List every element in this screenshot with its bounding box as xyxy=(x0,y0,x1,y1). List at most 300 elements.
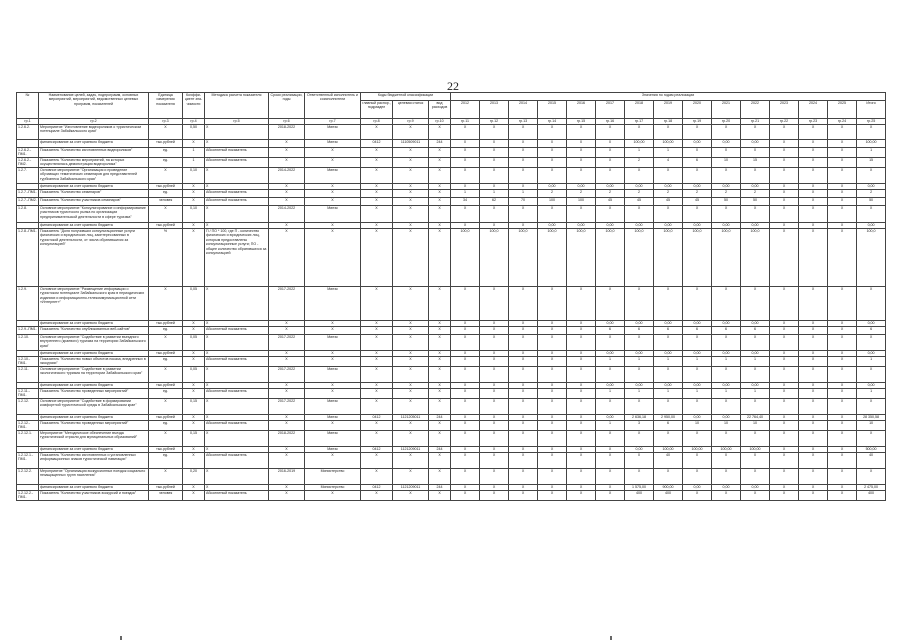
column-number: гр.14 xyxy=(538,119,567,125)
table-cell: X xyxy=(538,468,567,484)
table-cell: X xyxy=(205,183,269,189)
column-number: гр.7 xyxy=(305,119,361,125)
table-cell: X xyxy=(654,468,683,484)
table-cell: человек xyxy=(149,490,183,500)
table-cell: X xyxy=(480,452,509,468)
table-cell: 1 xyxy=(183,148,205,158)
table-cell: X xyxy=(799,157,828,167)
table-cell: тыс.рублей xyxy=(149,222,183,228)
table-cell: X xyxy=(683,430,712,446)
table-cell: 50 xyxy=(857,197,886,205)
table-cell: X xyxy=(509,388,538,398)
table-row xyxy=(17,388,886,398)
header-year: 2023 xyxy=(770,101,799,119)
table-cell: 400 xyxy=(625,490,654,500)
table-cell: X xyxy=(567,484,596,490)
table-cell: X xyxy=(712,205,741,222)
table-cell: X xyxy=(596,366,625,382)
header-number: № xyxy=(17,93,39,119)
table-cell: 6 xyxy=(625,326,654,334)
table-cell: 0,00 xyxy=(683,140,712,148)
table-cell: 0 xyxy=(451,140,480,148)
table-cell: X xyxy=(770,286,799,320)
table-cell: 2 xyxy=(538,189,567,197)
table-cell: 2 xyxy=(654,189,683,197)
table-cell: 0,00 xyxy=(857,222,886,228)
table-cell: 0,00 xyxy=(596,382,625,388)
table-cell: X xyxy=(828,222,857,228)
table-cell: тыс.рублей xyxy=(149,382,183,388)
table-cell: 0,00 xyxy=(712,414,741,420)
table-cell: X xyxy=(538,320,567,326)
table-cell: 2016-2019 xyxy=(269,468,305,484)
table-cell: X xyxy=(596,452,625,468)
table-cell: тыс.рублей xyxy=(149,414,183,420)
table-cell: Абсолютный показатель xyxy=(205,197,269,205)
table-cell: X xyxy=(596,484,625,490)
table-cell: X xyxy=(429,356,451,366)
table-cell: X xyxy=(509,140,538,148)
table-cell: 0,00 xyxy=(654,382,683,388)
table-cell: X xyxy=(567,414,596,420)
table-cell: 244 xyxy=(429,414,451,420)
table-cell: X xyxy=(828,197,857,205)
table-cell: X xyxy=(393,420,429,430)
row-number: 1.2.7.-ПМ2. xyxy=(17,197,39,205)
header-year: 2018 xyxy=(625,101,654,119)
table-cell: X xyxy=(538,414,567,420)
table-cell: 1 xyxy=(857,356,886,366)
table-cell: 0,00 xyxy=(712,350,741,356)
table-cell: 1 xyxy=(683,388,712,398)
table-cell: 45 xyxy=(654,197,683,205)
table-cell: X xyxy=(596,286,625,320)
table-cell: X xyxy=(828,382,857,388)
table-cell: X xyxy=(770,140,799,148)
table-cell: X xyxy=(429,398,451,414)
table-cell: X xyxy=(269,326,305,334)
table-cell: 0 xyxy=(683,148,712,158)
table-cell: X xyxy=(509,183,538,189)
table-cell: 0412 xyxy=(361,140,393,148)
table-cell: X xyxy=(480,167,509,183)
table-cell: X xyxy=(712,430,741,446)
table-cell: X xyxy=(205,430,269,446)
table-cell: X xyxy=(799,366,828,382)
row-number: 1.2.12. xyxy=(17,398,39,414)
table-cell: X xyxy=(509,446,538,452)
table-cell: X xyxy=(393,189,429,197)
table-cell: X xyxy=(712,468,741,484)
table-cell: 15 xyxy=(741,157,770,167)
table-cell: 0,00 xyxy=(596,414,625,420)
table-cell: X xyxy=(683,334,712,350)
table-cell: тыс.рублей xyxy=(149,183,183,189)
table-cell: X xyxy=(509,350,538,356)
table-cell: ед. xyxy=(149,157,183,167)
table-cell: 0,00 xyxy=(683,350,712,356)
table-cell: X xyxy=(799,197,828,205)
table-cell: 2 xyxy=(596,189,625,197)
table-cell: X xyxy=(305,183,361,189)
table-cell: X xyxy=(828,398,857,414)
table-cell: X xyxy=(393,468,429,484)
column-number: гр.8 xyxy=(361,119,393,125)
header-values: Значения по годам реализации xyxy=(451,93,886,101)
table-cell: X xyxy=(625,286,654,320)
table-cell: X xyxy=(269,222,305,228)
table-cell: X xyxy=(149,167,183,183)
table-cell: X xyxy=(857,286,886,320)
table-cell: 0,50 xyxy=(183,125,205,140)
table-row xyxy=(17,420,886,430)
table-cell: 34 xyxy=(451,197,480,205)
table-cell: X xyxy=(429,157,451,167)
table-cell: X xyxy=(509,420,538,430)
table-row xyxy=(17,157,886,167)
table-cell: 1 xyxy=(625,388,654,398)
table-cell: X xyxy=(683,468,712,484)
table-cell: X xyxy=(567,430,596,446)
table-cell: 0,00 xyxy=(654,320,683,326)
table-cell: X xyxy=(451,205,480,222)
table-cell: X xyxy=(770,430,799,446)
table-cell: X xyxy=(770,446,799,452)
table-cell: 900,00 xyxy=(654,484,683,490)
table-cell: X xyxy=(683,167,712,183)
table-cell: X xyxy=(451,356,480,366)
header-year: 2022 xyxy=(741,101,770,119)
row-name: Основное мероприятие "Размещение информации о туристском потенциале Забайкальского края в периодических изданиях и информационно-телекоммуникационной сети «Интернет»" xyxy=(39,286,149,320)
table-row xyxy=(17,334,886,350)
table-cell: X xyxy=(654,366,683,382)
table-cell: X xyxy=(361,148,393,158)
table-cell: X xyxy=(451,286,480,320)
table-cell: X xyxy=(596,490,625,500)
table-cell: X xyxy=(393,286,429,320)
table-cell: X xyxy=(429,286,451,320)
table-cell: 2017-2022 xyxy=(269,334,305,350)
table-cell: X xyxy=(712,398,741,414)
table-cell: 2 xyxy=(857,189,886,197)
table-cell: X xyxy=(183,350,205,356)
table-cell: 1 575,00 xyxy=(625,484,654,490)
row-name: Основное мероприятие "Организация и проведение обучающих тематических семинаров для представителей турбизнеса Забайкальского края" xyxy=(39,167,149,183)
table-cell: 0,00 xyxy=(596,183,625,189)
table-cell: X xyxy=(741,366,770,382)
table-cell: X xyxy=(205,398,269,414)
table-cell: X xyxy=(205,350,269,356)
table-cell: X xyxy=(451,350,480,356)
table-cell: X xyxy=(799,326,828,334)
table-cell: X xyxy=(625,125,654,140)
row-name: Основное мероприятие "Содействие в формировании комфортной туристической среды в Забайкальском крае" xyxy=(39,398,149,414)
header-name: Наименование целей, задач, подпрограмм, основных мероприятий, мероприятий, ведомственных целевых программ, показателей xyxy=(39,93,149,119)
table-cell: X xyxy=(538,382,567,388)
table-cell: X xyxy=(712,167,741,183)
table-cell: X xyxy=(741,430,770,446)
table-cell: X xyxy=(269,140,305,148)
table-cell: X xyxy=(567,382,596,388)
table-cell: X xyxy=(654,334,683,350)
table-cell: X xyxy=(451,125,480,140)
table-cell: X xyxy=(741,398,770,414)
table-cell: X xyxy=(183,382,205,388)
table-cell: Минэк xyxy=(305,205,361,222)
table-cell: X xyxy=(741,334,770,350)
table-cell: X xyxy=(393,366,429,382)
table-cell: X xyxy=(429,125,451,140)
table-cell: X xyxy=(305,356,361,366)
table-cell: X xyxy=(269,148,305,158)
table-cell: 100 xyxy=(567,197,596,205)
table-cell: X xyxy=(654,167,683,183)
column-number: гр.12 xyxy=(480,119,509,125)
table-cell: X xyxy=(799,356,828,366)
table-cell: X xyxy=(269,197,305,205)
table-cell: ед. xyxy=(149,388,183,398)
table-cell: X xyxy=(770,228,799,286)
table-cell: X xyxy=(149,366,183,382)
table-cell: X xyxy=(828,414,857,420)
row-number: 1.2.12.1. xyxy=(17,430,39,446)
table-row xyxy=(17,366,886,382)
table-cell: X xyxy=(567,468,596,484)
table-cell: X xyxy=(799,183,828,189)
table-cell: X xyxy=(857,125,886,140)
table-cell: X xyxy=(393,228,429,286)
table-cell: X xyxy=(361,468,393,484)
table-row xyxy=(17,189,886,197)
table-cell: X xyxy=(509,484,538,490)
table-cell: 40 xyxy=(654,452,683,468)
table-cell: X xyxy=(567,148,596,158)
table-cell: 2017-2022 xyxy=(269,366,305,382)
table-cell: X xyxy=(393,157,429,167)
header-budget-codes: Коды бюджетной классификации xyxy=(361,93,451,101)
table-cell: X xyxy=(741,468,770,484)
table-cell: 0,00 xyxy=(741,320,770,326)
table-cell: ед. xyxy=(149,420,183,430)
table-cell: 0,00 xyxy=(712,320,741,326)
table-cell: X xyxy=(509,286,538,320)
table-cell: 1 xyxy=(654,356,683,366)
row-name: Показатель "Количество проведенных мероприятий" xyxy=(39,388,149,398)
header-year: 2016 xyxy=(567,101,596,119)
table-cell: X xyxy=(770,167,799,183)
table-cell: X xyxy=(305,350,361,356)
table-cell: X xyxy=(361,388,393,398)
table-cell: X xyxy=(538,398,567,414)
scan-mark xyxy=(610,636,612,640)
table-cell: X xyxy=(538,420,567,430)
table-cell: X xyxy=(857,205,886,222)
table-cell: X xyxy=(770,148,799,158)
table-cell: ед. xyxy=(149,148,183,158)
table-cell: 100,0 xyxy=(596,228,625,286)
table-cell: X xyxy=(480,326,509,334)
table-cell: 1 xyxy=(625,148,654,158)
table-cell: X xyxy=(828,183,857,189)
table-cell: Минэк xyxy=(305,140,361,148)
table-cell: X xyxy=(205,167,269,183)
table-cell: 1 xyxy=(183,157,205,167)
table-cell: X xyxy=(509,490,538,500)
column-number: гр.22 xyxy=(770,119,799,125)
row-name: финансирование за счет краевого бюджета xyxy=(39,350,149,356)
table-cell: 244 xyxy=(429,446,451,452)
column-number: гр.24 xyxy=(828,119,857,125)
table-cell: X xyxy=(361,356,393,366)
row-name: Показатель "Количество мероприятий, на которых осуществлялась демонстрация видеоролика" xyxy=(39,157,149,167)
table-cell: 0,00 xyxy=(625,350,654,356)
table-cell: X xyxy=(567,490,596,500)
table-cell: X xyxy=(361,366,393,382)
table-cell: X xyxy=(480,430,509,446)
table-cell: X xyxy=(828,350,857,356)
table-cell: 6 xyxy=(712,326,741,334)
table-cell: X xyxy=(205,140,269,148)
table-cell: X xyxy=(828,356,857,366)
table-cell: X xyxy=(269,484,305,490)
table-cell: X xyxy=(625,366,654,382)
table-cell: X xyxy=(269,452,305,468)
table-cell: X xyxy=(451,326,480,334)
table-cell: X xyxy=(451,388,480,398)
table-cell: X xyxy=(451,414,480,420)
table-cell: 6 xyxy=(596,326,625,334)
table-cell: X xyxy=(269,320,305,326)
table-cell: 0,00 xyxy=(857,320,886,326)
row-number: 1.2.7. xyxy=(17,167,39,183)
table-cell: X xyxy=(429,189,451,197)
table-cell: X xyxy=(393,490,429,500)
table-cell: X xyxy=(509,468,538,484)
table-cell: 0,00 xyxy=(596,350,625,356)
table-cell: 1 xyxy=(654,148,683,158)
table-cell: X xyxy=(361,452,393,468)
table-cell: Абсолютный показатель xyxy=(205,326,269,334)
table-cell: 0,00 xyxy=(712,140,741,148)
table-cell: 100,0 xyxy=(480,228,509,286)
table-cell: X xyxy=(183,189,205,197)
table-cell: X xyxy=(393,320,429,326)
table-cell: тыс.рублей xyxy=(149,350,183,356)
table-cell: X xyxy=(828,228,857,286)
table-cell: X xyxy=(429,167,451,183)
header-year: 2024 xyxy=(799,101,828,119)
table-cell: 0,05 xyxy=(183,286,205,320)
table-cell: 1 xyxy=(596,356,625,366)
header-year: 2017 xyxy=(596,101,625,119)
table-cell: X xyxy=(712,490,741,500)
table-cell: Абсолютный показатель xyxy=(205,420,269,430)
table-cell: Министерство xyxy=(305,468,361,484)
header-budget-sub: целевая статья xyxy=(393,101,429,119)
table-cell: 0,00 xyxy=(596,222,625,228)
table-cell: X xyxy=(183,228,205,286)
table-cell: X xyxy=(799,189,828,197)
table-cell: X xyxy=(429,183,451,189)
table-cell: X xyxy=(451,320,480,326)
column-number: гр.2 xyxy=(39,119,149,125)
table-cell: X xyxy=(625,430,654,446)
table-cell: X xyxy=(509,430,538,446)
table-cell: X xyxy=(567,446,596,452)
table-cell: X xyxy=(393,197,429,205)
table-cell: X xyxy=(509,382,538,388)
table-cell: X xyxy=(183,356,205,366)
header-year: 2013 xyxy=(480,101,509,119)
table-cell: 2 xyxy=(625,189,654,197)
table-cell: X xyxy=(683,286,712,320)
table-cell: X xyxy=(567,350,596,356)
table-cell: X xyxy=(480,320,509,326)
table-cell: 1 xyxy=(654,388,683,398)
table-cell: 4 xyxy=(654,157,683,167)
table-row xyxy=(17,167,886,183)
table-cell: 0,00 xyxy=(741,350,770,356)
table-cell: 0412 xyxy=(361,414,393,420)
table-cell: X xyxy=(451,382,480,388)
row-number: 1.2.6.2. xyxy=(17,125,39,140)
table-cell: 400 xyxy=(857,490,886,500)
table-cell: X xyxy=(393,183,429,189)
table-cell: X xyxy=(770,334,799,350)
table-cell: X xyxy=(183,484,205,490)
row-name: финансирование за счет краевого бюджета xyxy=(39,382,149,388)
table-cell: X xyxy=(770,350,799,356)
table-cell: X xyxy=(596,430,625,446)
table-cell: X xyxy=(741,205,770,222)
table-cell: 1 xyxy=(596,388,625,398)
table-cell: X xyxy=(799,148,828,158)
row-name: Основное мероприятие "Содействие в развитии въездного внутреннего (краевого) туризма на территории Забайкальского края" xyxy=(39,334,149,350)
table-cell: X xyxy=(480,382,509,388)
table-cell: X xyxy=(205,205,269,222)
table-cell: X xyxy=(361,189,393,197)
table-cell: 0412 xyxy=(361,446,393,452)
table-cell: X xyxy=(183,197,205,205)
table-cell: X xyxy=(393,382,429,388)
table-cell: Минэк xyxy=(305,366,361,382)
table-cell: X xyxy=(393,388,429,398)
table-cell: X xyxy=(770,366,799,382)
row-name: Основное мероприятие "Содействие в развитии экологического туризма на территории Забайкальского края" xyxy=(39,366,149,382)
row-number: 1.2.12.2.-ПМ1. xyxy=(17,490,39,500)
row-name: Мероприятие "Организация экскурсионных поездок социально незащищенных групп населения" xyxy=(39,468,149,484)
table-cell: 0,00 xyxy=(683,382,712,388)
table-cell: X xyxy=(828,334,857,350)
table-cell: 1 xyxy=(596,420,625,430)
table-cell: 0,10 xyxy=(183,167,205,183)
table-cell: X xyxy=(567,326,596,334)
table-cell: X xyxy=(799,430,828,446)
table-cell: 6 xyxy=(683,326,712,334)
table-cell: 2 xyxy=(567,189,596,197)
table-cell: 1 xyxy=(480,189,509,197)
table-cell: 100,0 xyxy=(567,228,596,286)
table-row xyxy=(17,197,886,205)
table-cell: X xyxy=(305,189,361,197)
table-cell: 100 xyxy=(538,197,567,205)
table-cell: 100,00 xyxy=(712,446,741,452)
table-cell: 0 xyxy=(741,148,770,158)
table-cell: X xyxy=(538,286,567,320)
table-cell: 6 xyxy=(654,420,683,430)
table-cell: X xyxy=(799,140,828,148)
table-cell: X xyxy=(269,189,305,197)
